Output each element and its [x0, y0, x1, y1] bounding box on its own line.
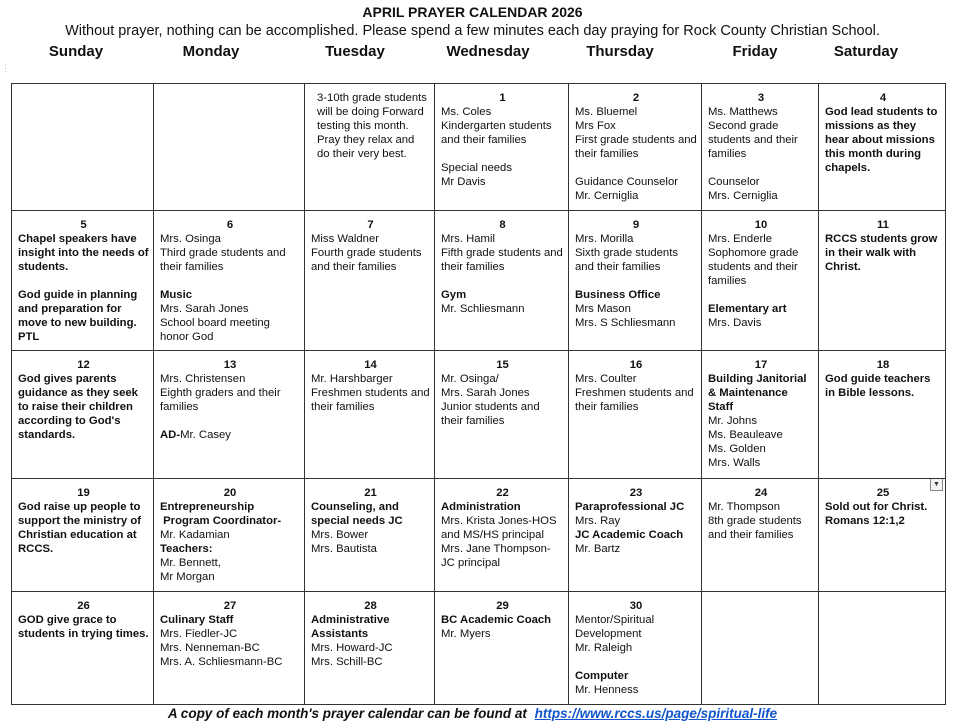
cell-line: Ms. Bluemel [575, 106, 638, 118]
date-number: 15 [496, 359, 509, 371]
cell-line: Kindergarten students and their families [441, 120, 552, 146]
cell-line: Sophomore grade students and their families [708, 247, 799, 287]
cell-heading: Gym [441, 289, 467, 301]
day-cell-14[interactable] [305, 351, 435, 479]
cell-line: Ms. Golden [708, 443, 766, 455]
date-number: 10 [754, 219, 768, 231]
date-number: 21 [364, 487, 377, 499]
footer-note [0, 706, 945, 721]
week-row [12, 592, 946, 705]
cell-line: Ms. Matthews [708, 106, 778, 118]
cell-heading: Administrative Assistants [311, 614, 390, 640]
day-cell-7[interactable] [305, 211, 435, 351]
cell-line: God raise up people to support the ministry of Christian education at RCCS. [18, 501, 142, 555]
cell-heading: Paraprofessional JC [575, 501, 685, 513]
cell-line: Mrs. Coulter [575, 373, 637, 385]
cell-line: Ms. Coles [441, 106, 492, 118]
cell-line: Mr. Schliesmann [441, 303, 525, 315]
date-number: 4 [879, 92, 887, 104]
cell-heading: Computer [575, 670, 629, 682]
day-cell-empty [819, 592, 946, 705]
day-cell-12[interactable] [12, 351, 154, 479]
cell-line: 8th grade students and their families [708, 515, 802, 541]
day-cell-1[interactable] [435, 84, 569, 211]
cell-heading: Elementary art [708, 303, 787, 315]
day-cell-16[interactable] [569, 351, 702, 479]
cell-line: School board meeting honor God [160, 317, 270, 343]
date-number: 23 [629, 487, 643, 499]
cell-line: Freshmen students and their families [575, 387, 694, 413]
cell-line: God lead students to missions as they hear about missions this month during chapels. [825, 106, 938, 174]
cell-line: Mrs. Cerniglia [708, 190, 778, 202]
spiritual-life-link[interactable]: https://www.rccs.us/page/spiritual-life [534, 706, 778, 721]
date-number: 27 [223, 600, 237, 612]
cell-line: God guide in planning and preparation for move to new building. PTL [18, 289, 138, 343]
date-number: 28 [364, 600, 377, 612]
day-cell-2[interactable] [569, 84, 702, 211]
date-number: 16 [629, 359, 643, 371]
cell-line: First grade students and their families [575, 134, 697, 160]
date-number: 19 [77, 487, 90, 499]
date-number: 9 [632, 219, 640, 231]
cell-line: Junior students and their families [441, 401, 540, 427]
date-number: 26 [77, 600, 90, 612]
cell-line: Mrs Fox [575, 120, 616, 132]
date-number: 2 [632, 92, 640, 104]
day-cell-24[interactable] [702, 479, 819, 592]
day-cell-9[interactable] [569, 211, 702, 351]
cell-heading: Business Office [575, 289, 661, 301]
cell-line: Mr. Myers [441, 628, 491, 640]
cell-line: Mrs. Howard-JC [311, 642, 393, 654]
day-header-thursday: Thursday [586, 43, 654, 60]
day-cell-30[interactable] [569, 592, 702, 705]
day-cell-22[interactable] [435, 479, 569, 592]
cell-heading: Culinary Staff [160, 614, 234, 626]
cell-line: Mr. Harshbarger [311, 373, 393, 385]
date-number: 24 [754, 487, 768, 499]
cell-line: Mr. Johns [708, 415, 757, 427]
date-number: 14 [364, 359, 377, 371]
cell-line: Mr. Kadamian [160, 529, 230, 541]
day-cell-15[interactable] [435, 351, 569, 479]
week-row [12, 351, 946, 479]
day-cell-empty [154, 84, 305, 211]
cell-line: Mrs. A. Schliesmann-BC [160, 656, 283, 668]
cell-line: Mr. Cerniglia [575, 190, 639, 202]
cell-line: Freshmen students and their families [311, 387, 430, 413]
cell-line: Mrs Mason [575, 303, 631, 315]
cell-line: Eighth graders and their families [160, 387, 281, 413]
cell-line: Mr Morgan [160, 571, 215, 583]
day-cell-5[interactable] [12, 211, 154, 351]
date-number: 1 [499, 92, 506, 104]
cell-line: Sixth grade students and their families [575, 247, 678, 273]
day-cell-23[interactable] [569, 479, 702, 592]
cell-line: Mrs. Osinga [160, 233, 221, 245]
cell-line: Fourth grade students and their families [311, 247, 422, 273]
page-title: APRIL PRAYER CALENDAR 2026 [362, 4, 583, 20]
week-row [12, 84, 946, 211]
day-cell-20[interactable] [154, 479, 305, 592]
cell-heading: Program Coordinator- [160, 515, 282, 527]
date-number: 3 [757, 92, 765, 104]
cell-line: God gives parents guidance as they seek to raise their children according to God's standards. [18, 373, 138, 441]
date-number: 22 [496, 487, 509, 499]
footer-text: A copy of each month's prayer calendar can be found at [167, 706, 527, 721]
cell-heading: BC Academic Coach [441, 614, 552, 626]
cell-heading: Teachers: [160, 543, 213, 555]
cell-line: Mrs. Christensen [160, 373, 246, 385]
cell-line: Special needs [441, 162, 512, 174]
drag-handle-icon[interactable]: ⋮ [1, 63, 10, 73]
cell-line: Miss Waldner [311, 233, 380, 245]
cell-line: Sold out for Christ. Romans 12:1,2 [825, 501, 928, 527]
day-header-monday: Monday [182, 43, 240, 60]
week-row [12, 479, 946, 592]
date-number: 18 [876, 359, 890, 371]
page-subtitle: Without prayer, nothing can be accomplished. Please spend a few minutes each day praying for Rock County Christian School. [65, 23, 880, 39]
cell-line: Mrs. Schill-BC [311, 656, 383, 668]
day-cell-empty [12, 84, 154, 211]
day-header-tuesday: Tuesday [325, 43, 385, 60]
date-number: 13 [223, 359, 237, 371]
cell-line: Mrs. Bower [311, 529, 369, 541]
day-cell-29[interactable] [435, 592, 569, 705]
cell-line: Mrs. Nenneman-BC [160, 642, 260, 654]
cell-line: Mrs. Sarah Jones [160, 303, 249, 315]
week-row [12, 211, 946, 351]
date-number: 20 [223, 487, 237, 499]
cell-heading: AD-Mr. Casey [160, 429, 231, 441]
cell-heading: JC Academic Coach [575, 529, 684, 541]
day-cell-19[interactable] [12, 479, 154, 592]
date-number: 30 [629, 600, 643, 612]
cell-line: 3-10th grade students will be doing Forward testing this month. Pray they relax and do their very best. [317, 92, 427, 160]
cell-line: Fifth grade students and their families [441, 247, 563, 273]
cell-line: Mrs. Sarah Jones [441, 387, 530, 399]
cell-line: Mrs. Enderle [708, 233, 773, 245]
date-number: 5 [80, 219, 87, 231]
date-number: 25 [876, 487, 890, 499]
cell-heading: Administration [441, 501, 521, 513]
cell-line: God guide teachers in Bible lessons. [825, 373, 931, 399]
day-cell-empty [702, 592, 819, 705]
day-cell-tue-note[interactable] [305, 84, 435, 211]
cell-line: Third grade students and their families [160, 247, 286, 273]
calendar-grid [11, 83, 946, 705]
day-cell-3[interactable] [702, 84, 819, 211]
cell-line: Mr. Henness [575, 684, 639, 696]
cell-line: Mrs. Walls [708, 457, 761, 469]
day-cell-8[interactable] [435, 211, 569, 351]
dropdown-arrow-icon[interactable]: ▼ [930, 479, 943, 492]
cell-heading: Building Janitorial & Maintenance Staff [708, 373, 807, 413]
cell-line: Mr. Osinga/ [441, 373, 499, 385]
cell-line: Mr Davis [441, 176, 486, 188]
day-header-sunday: Sunday [48, 43, 104, 60]
cell-heading: Counseling, and special needs JC [311, 501, 403, 527]
date-number: 29 [496, 600, 509, 612]
day-header-wednesday: Wednesday [446, 43, 530, 60]
cell-line: RCCS students grow in their walk with Christ. [825, 233, 938, 273]
day-cell-17[interactable] [702, 351, 819, 479]
cell-heading: Entrepreneurship [160, 501, 255, 513]
day-cell-13[interactable] [154, 351, 305, 479]
cell-heading: Music [160, 289, 193, 301]
day-cell-28[interactable] [305, 592, 435, 705]
cell-line: Counselor [708, 176, 760, 188]
cell-line: Mrs. Bautista [311, 543, 377, 555]
cell-line: Mentor/Spiritual Development [575, 614, 655, 640]
day-cell-26[interactable] [12, 592, 154, 705]
date-number: 7 [367, 219, 374, 231]
cell-line: Mrs. Ray [575, 515, 621, 527]
cell-line: GOD give grace to students in trying times. [18, 614, 149, 640]
cell-line: Second grade students and their families [708, 120, 798, 160]
day-cell-21[interactable] [305, 479, 435, 592]
date-number: 12 [77, 359, 90, 371]
day-cell-18[interactable] [819, 351, 946, 479]
cell-line: Mrs. Morilla [575, 233, 634, 245]
cell-line: Ms. Beauleave [708, 429, 783, 441]
cell-line: Mrs. Fiedler-JC [160, 628, 238, 640]
cell-line: Guidance Counselor [575, 176, 678, 188]
cell-line: Mr. Thompson [708, 501, 780, 513]
cell-line: Mrs. Hamil [441, 233, 495, 245]
day-cell-27[interactable] [154, 592, 305, 705]
date-number: 17 [754, 359, 768, 371]
cell-line: Chapel speakers have insight into the needs of students. [18, 233, 149, 273]
cell-line: Mr. Bartz [575, 543, 621, 555]
cell-line: Mrs. Jane Thompson-JC principal [441, 543, 551, 569]
date-number: 8 [499, 219, 506, 231]
cell-line: Mr. Raleigh [575, 642, 633, 654]
day-cell-4[interactable] [819, 84, 946, 211]
cell-line: Mr. Bennett, [160, 557, 221, 569]
day-cell-10[interactable] [702, 211, 819, 351]
cell-line: Mrs. S Schliesmann [575, 317, 676, 329]
day-header-friday: Friday [732, 43, 778, 60]
day-cell-25[interactable] [819, 479, 946, 592]
cell-line: Mrs. Davis [708, 317, 762, 329]
date-number: 11 [877, 219, 889, 231]
day-header-saturday: Saturday [833, 43, 899, 60]
cell-line: Mrs. Krista Jones-HOS and MS/HS principal [441, 515, 557, 541]
date-number: 6 [226, 219, 234, 231]
day-cell-6[interactable] [154, 211, 305, 351]
day-cell-11[interactable] [819, 211, 946, 351]
